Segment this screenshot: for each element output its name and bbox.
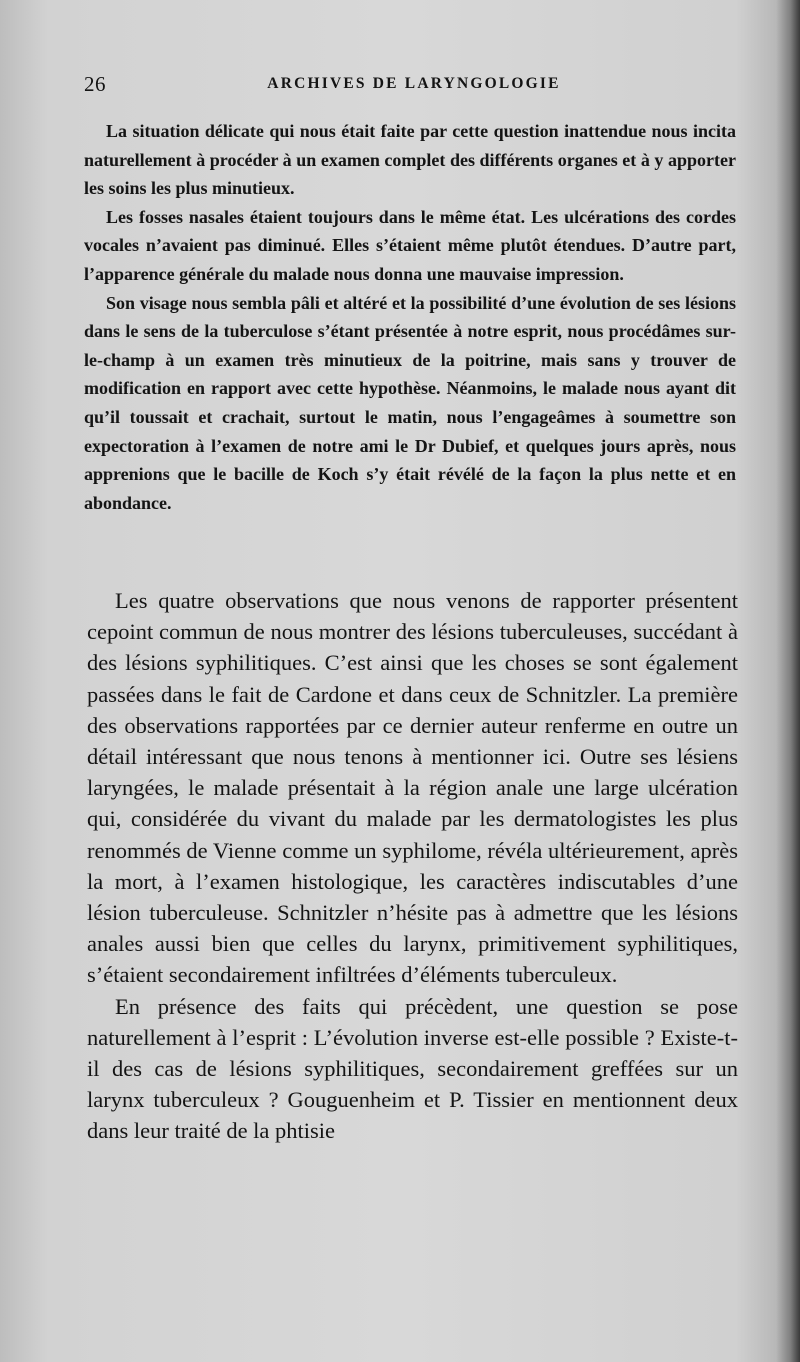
page-number: 26 — [84, 72, 106, 96]
small-print-section — [84, 117, 736, 517]
paragraph-situation: La situation délicate qui nous était faite par cette question inattendue nous incita naturellement à procéder à un examen complet des différents organes et à y apporter les soins les plus minutieux. — [84, 121, 736, 199]
paragraph-en-presence: En présence des faits qui précèdent, une question se pose naturellement à l’esprit : L’évolution inverse est-elle possible ? Existe-t-il des cas de lésions syphilitiques, secondairement greffées sur un larynx tuberculeux ? Gouguenheim et P. Tissier en mentionnent deux dans leur traité de la phtisie — [87, 993, 738, 1144]
running-title: ARCHIVES DE LARYNGOLOGIE — [267, 75, 561, 92]
paragraph-visage: Son visage nous sembla pâli et altéré et la possibilité d’une évolution de ses lésions dans le sens de la tuberculose s’étant présentée à notre esprit, nous procédâmes sur-le-champ à un examen très minutieux de la poitrine, mais sans y trouver de modification en rapport avec cette hypothèse. Néanmoins, le malade nous ayant dit qu’il toussait et crachait, surtout le matin, nous l’engageâmes à soumettre son expectoration à l’examen de notre ami le Dr Dubief, et quelques jours après, nous apprenions que le bacille de Koch s’y était révélé de la façon la plus nette et en abondance. — [84, 292, 736, 513]
main-text-section — [87, 585, 738, 1147]
paragraph-quatre-observations: Les quatre observations que nous venons de rapporter présentent cepoint commun de nous montrer des lésions tuberculeuses, succédant à des lésions syphilitiques. C’est ainsi que les choses se sont également passées dans le fait de Cardone et dans ceux de Schnitzler. La première des observations rapportées par ce dernier auteur renferme en outre un détail intéressant que nous tenons à mentionner ici. Outre ses lésiens laryngées, le malade présentait à la région anale une large ulcération qui, considérée du vivant du malade par les dermatologistes les plus renommés de Vienne comme un syphilome, révéla ultérieurement, après la mort, à l’examen histologique, les caractères indiscutables d’une lésion tuberculeuse. Schnitzler n’hésite pas à admettre que les lésions anales aussi bien que celles du larynx, primitivement syphilitiques, s’étaient secondairement infiltrées d’éléments tuberculeux. — [87, 588, 738, 988]
paragraph-fosses-nasales: Les fosses nasales étaient toujours dans le même état. Les ulcérations des cordes vocales n’avaient pas diminué. Elles s’étaient même plutôt étendues. D’autre part, l’apparence générale du malade nous donna une mauvaise impression. — [84, 206, 736, 284]
page-binding-shadow — [776, 0, 800, 1362]
running-header — [84, 72, 744, 102]
